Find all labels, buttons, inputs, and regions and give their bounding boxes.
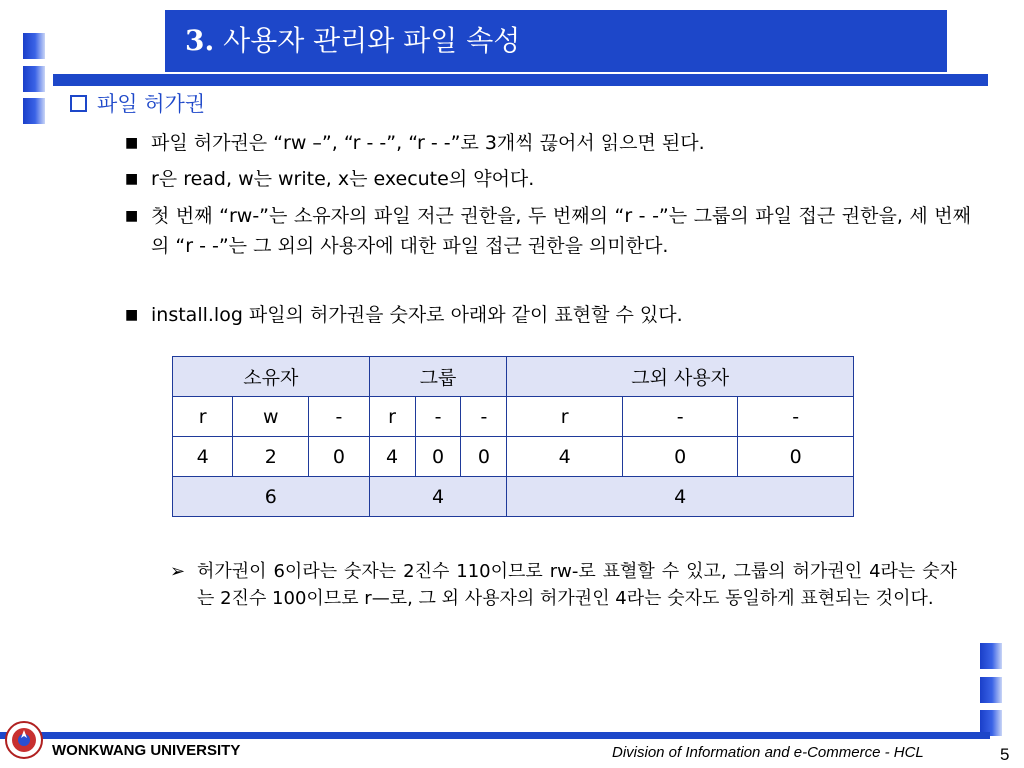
- page-number: 5: [1000, 745, 1010, 764]
- table-row-totals: [173, 477, 854, 517]
- table-cell: 6: [173, 477, 370, 517]
- table-cell: -: [738, 397, 854, 437]
- permission-table: [172, 356, 854, 517]
- decor-square-1: [23, 33, 45, 59]
- table-cell: r: [507, 397, 623, 437]
- table-cell: 0: [415, 437, 461, 477]
- decor-square-5: [980, 677, 1002, 703]
- title-underline: [53, 74, 988, 86]
- bullet-text: install.log 파일의 허가권을 숫자로 아래와 같이 표현할 수 있다.: [151, 304, 683, 326]
- bullet-text: 첫 번째 “rw-”는 소유자의 파일 저근 권한을, 두 번째의 “r - -”는 그룹의 파일 접근 권한을, 세 번째의 “r - -”는 그 외의 사용자에 대한 파일 접근 권한을 의미한다.: [151, 205, 971, 257]
- table-cell: w: [233, 397, 309, 437]
- explanation-note: [170, 558, 960, 612]
- bullet-4: [125, 300, 971, 330]
- section-heading: [70, 88, 205, 118]
- arrow-bullet-icon: ➢: [170, 561, 186, 582]
- header-owner: 소유자: [173, 357, 370, 397]
- table-cell: 0: [622, 437, 738, 477]
- table-cell: 4: [173, 437, 233, 477]
- table-cell: -: [309, 397, 369, 437]
- table-cell: 4: [507, 437, 623, 477]
- section-heading-text: 파일 허가권: [97, 92, 206, 116]
- table-cell: -: [622, 397, 738, 437]
- title-number: 3.: [185, 24, 215, 57]
- square-bullet-icon: ■: [125, 171, 139, 187]
- header-others: 그외 사용자: [507, 357, 854, 397]
- bullet-text: 파일 허가권은 “rw –”, “r - -”, “r - -”로 3개씩 끊어서 읽으면 된다.: [151, 132, 705, 154]
- square-bullet-icon: ■: [125, 208, 139, 224]
- table-cell: 4: [369, 477, 507, 517]
- explanation-text: 허가권이 6이라는 숫자는 2진수 110이므로 rw-로 표혈할 수 있고, 그룹의 허가권인 4라는 숫자는 2진수 100이므로 r—로, 그 외 사용자의 허가권인 4라는 숫자도 동일하게 표현되는 것이다.: [197, 561, 957, 609]
- table-row-permissions: [173, 397, 854, 437]
- decor-square-3: [23, 98, 45, 124]
- slide-title: [165, 10, 947, 72]
- bullet-1: [125, 128, 971, 158]
- table-cell: -: [415, 397, 461, 437]
- table-cell: 0: [461, 437, 507, 477]
- university-logo-icon: [4, 718, 44, 762]
- table-cell: -: [461, 397, 507, 437]
- footer-rule: [0, 732, 990, 739]
- table-row-numbers: [173, 437, 854, 477]
- bullet-text: r은 read, w는 write, x는 execute의 약어다.: [151, 168, 535, 190]
- bullet-2: [125, 164, 971, 194]
- footer-division: Division of Information and e-Commerce - HCL: [612, 744, 924, 761]
- square-bullet-icon: ■: [125, 307, 139, 323]
- title-text: 사용자 관리와 파일 속성: [223, 24, 521, 57]
- square-bullet-icon: ■: [125, 135, 139, 151]
- table-cell: 4: [369, 437, 415, 477]
- table-cell: r: [173, 397, 233, 437]
- decor-square-4: [980, 643, 1002, 669]
- table-cell: 0: [738, 437, 854, 477]
- table-cell: 0: [309, 437, 369, 477]
- bullet-3: [125, 201, 971, 261]
- header-group: 그룹: [369, 357, 507, 397]
- table-header-row: [173, 357, 854, 397]
- decor-square-2: [23, 66, 45, 92]
- checkbox-bullet-icon: [70, 95, 87, 112]
- university-name: WONKWANG UNIVERSITY: [52, 742, 241, 759]
- table-cell: 4: [507, 477, 854, 517]
- table-cell: r: [369, 397, 415, 437]
- table-cell: 2: [233, 437, 309, 477]
